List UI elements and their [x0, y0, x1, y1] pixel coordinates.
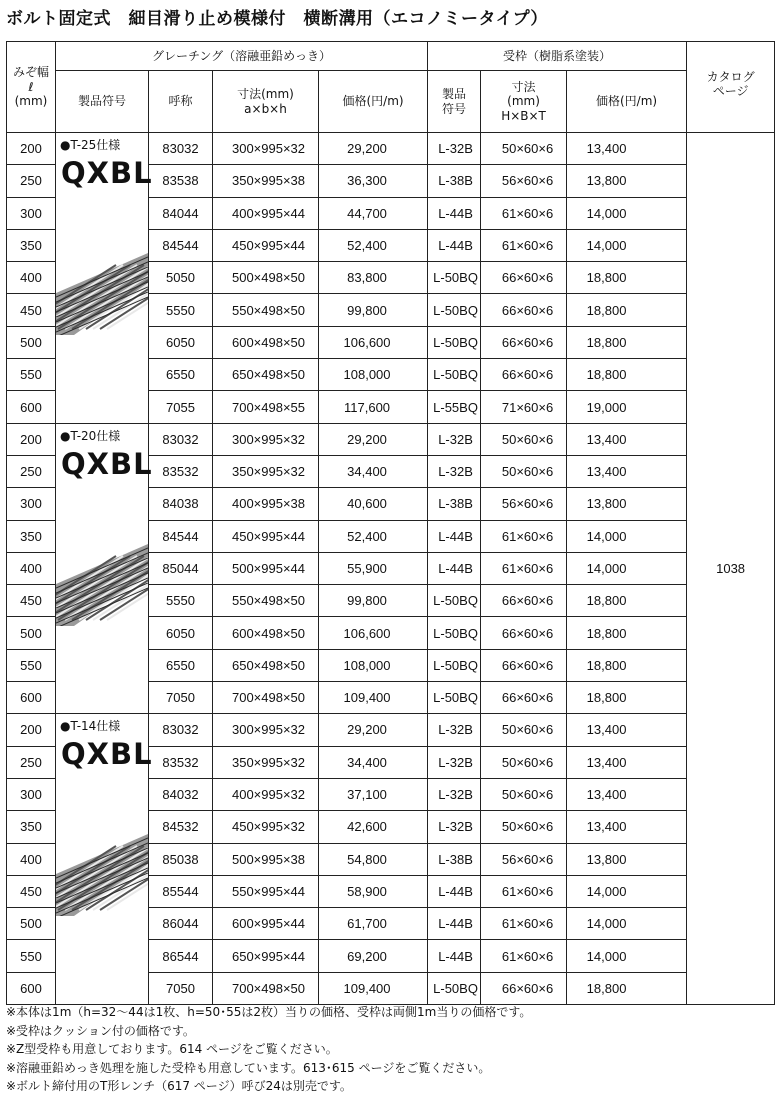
price-cell: 58,900 [319, 875, 428, 907]
dimension-cell: 400×995×38 [213, 488, 319, 520]
frame-code-cell: L-50BQ [428, 617, 481, 649]
frame-price-cell: 13,800 [567, 165, 687, 197]
price-table [6, 41, 775, 1005]
price-cell: 37,100 [319, 778, 428, 810]
width-cell: 550 [7, 359, 56, 391]
frame-price-cell: 13,400 [567, 714, 687, 746]
frame-dimension-cell: 50×60×6 [481, 133, 567, 165]
width-cell: 300 [7, 488, 56, 520]
frame-code-cell: L-38B [428, 165, 481, 197]
call-name-cell: 83538 [149, 165, 213, 197]
frame-code-cell: L-44B [428, 229, 481, 261]
frame-code-cell: L-32B [428, 746, 481, 778]
frame-code-cell: L-32B [428, 133, 481, 165]
width-cell: 450 [7, 875, 56, 907]
product-cell [56, 714, 153, 1005]
load-spec-label: ●T-20仕様 [60, 428, 121, 443]
dimension-cell: 300×995×32 [213, 714, 319, 746]
call-name-cell: 85044 [149, 552, 213, 584]
call-name-cell: 83532 [149, 746, 213, 778]
call-name-cell: 5550 [149, 294, 213, 326]
frame-price-cell: 14,000 [567, 552, 687, 584]
frame-group-header: 受枠（樹脂系塗装） [428, 42, 687, 71]
frame-code-cell: L-44B [428, 908, 481, 940]
price-cell: 29,200 [319, 714, 428, 746]
load-spec-label: ●T-25仕様 [60, 138, 121, 152]
price-cell: 69,200 [319, 940, 428, 972]
table-row [7, 714, 775, 746]
width-header: みぞ幅 ℓ (mm) [7, 42, 56, 133]
price-cell: 36,300 [319, 165, 428, 197]
frame-dimension-cell: 50×60×6 [481, 811, 567, 843]
dimension-cell: 500×995×44 [213, 552, 319, 584]
frame-price-cell: 13,400 [567, 811, 687, 843]
dimension-cell: 400×995×32 [213, 778, 319, 810]
frame-dimension-cell: 66×60×6 [481, 682, 567, 714]
frame-dimension-cell: 66×60×6 [481, 294, 567, 326]
frame-dimension-cell: 61×60×6 [481, 908, 567, 940]
frame-code-cell: L-32B [428, 423, 481, 455]
price-cell: 52,400 [319, 229, 428, 261]
dimension-cell: 700×498×55 [213, 391, 319, 423]
frame-code-cell: L-38B [428, 488, 481, 520]
call-name-cell: 6550 [149, 359, 213, 391]
product-code-header: 製品符号 [56, 71, 149, 133]
footnote: ※本体は1m（h=32〜44は1枚、h=50･55は2枚）当りの価格、受枠は両側1m当りの価格です。 [6, 1005, 532, 1019]
frame-dimension-cell: 61×60×6 [481, 229, 567, 261]
dimension-cell: 600×498×50 [213, 617, 319, 649]
frame-price-cell: 18,800 [567, 326, 687, 358]
grating-product-image [56, 544, 148, 626]
dimension-cell: 550×498×50 [213, 585, 319, 617]
price-cell: 55,900 [319, 552, 428, 584]
price-cell: 34,400 [319, 455, 428, 487]
dimension-cell: 450×995×44 [213, 229, 319, 261]
frame-code-cell: L-50BQ [428, 585, 481, 617]
dimension-cell: 550×995×44 [213, 875, 319, 907]
frame-price-cell: 14,000 [567, 520, 687, 552]
frame-price-cell: 14,000 [567, 875, 687, 907]
width-cell: 500 [7, 326, 56, 358]
dimension-cell: 350×995×32 [213, 746, 319, 778]
width-cell: 400 [7, 262, 56, 294]
price-cell: 106,600 [319, 326, 428, 358]
frame-dimension-cell: 50×60×6 [481, 746, 567, 778]
frame-price-cell: 13,800 [567, 843, 687, 875]
product-cell [56, 423, 153, 714]
width-cell: 450 [7, 585, 56, 617]
dimension-cell: 600×498×50 [213, 326, 319, 358]
dimension-cell: 550×498×50 [213, 294, 319, 326]
call-name-cell: 83032 [149, 714, 213, 746]
price-cell: 29,200 [319, 423, 428, 455]
dimension-cell: 500×498×50 [213, 262, 319, 294]
width-cell: 600 [7, 972, 56, 1004]
price-cell: 99,800 [319, 585, 428, 617]
frame-price-cell: 14,000 [567, 229, 687, 261]
width-cell: 450 [7, 294, 56, 326]
width-cell: 300 [7, 778, 56, 810]
call-name-cell: 7055 [149, 391, 213, 423]
frame-code-cell: L-32B [428, 714, 481, 746]
dimension-cell: 350×995×38 [213, 165, 319, 197]
frame-dimension-cell: 56×60×6 [481, 843, 567, 875]
price-cell: 44,700 [319, 197, 428, 229]
price-cell: 42,600 [319, 811, 428, 843]
price-cell: 109,400 [319, 972, 428, 1004]
dimension-cell: 400×995×44 [213, 197, 319, 229]
frame-price-cell: 18,800 [567, 649, 687, 681]
price-cell: 108,000 [319, 649, 428, 681]
frame-code-cell: L-44B [428, 520, 481, 552]
frame-dimension-cell: 61×60×6 [481, 520, 567, 552]
grating-product-image [56, 253, 148, 335]
frame-dimension-cell: 61×60×6 [481, 552, 567, 584]
frame-code-cell: L-44B [428, 552, 481, 584]
price-cell: 99,800 [319, 294, 428, 326]
frame-dimension-cell: 61×60×6 [481, 940, 567, 972]
frame-dimension-cell: 71×60×6 [481, 391, 567, 423]
width-cell: 550 [7, 649, 56, 681]
footnotes [6, 1003, 531, 1096]
frame-code-cell: L-32B [428, 455, 481, 487]
dimension-cell: 700×498×50 [213, 972, 319, 1004]
width-cell: 500 [7, 617, 56, 649]
call-name-cell: 86544 [149, 940, 213, 972]
frame-dimension-cell: 50×60×6 [481, 423, 567, 455]
call-name-cell: 5550 [149, 585, 213, 617]
catalog-page-cell: 1038 [687, 133, 775, 1005]
price-cell: 29,200 [319, 133, 428, 165]
frame-price-cell: 19,000 [567, 391, 687, 423]
call-name-cell: 84038 [149, 488, 213, 520]
load-spec-label: ●T-14仕様 [60, 719, 121, 734]
call-name-cell: 6550 [149, 649, 213, 681]
table-row [7, 423, 775, 455]
frame-price-cell: 18,800 [567, 585, 687, 617]
frame-price-cell: 18,800 [567, 617, 687, 649]
frame-code-cell: L-38B [428, 843, 481, 875]
frame-code-cell: L-32B [428, 778, 481, 810]
call-name-cell: 85544 [149, 875, 213, 907]
frame-code-cell: L-50BQ [428, 682, 481, 714]
frame-code-cell: L-50BQ [428, 972, 481, 1004]
frame-price-cell: 14,000 [567, 197, 687, 229]
frame-dimension-header: 寸法 (mm) H×B×T [481, 71, 567, 133]
frame-code-cell: L-50BQ [428, 262, 481, 294]
call-name-cell: 83032 [149, 133, 213, 165]
frame-dimension-cell: 56×60×6 [481, 165, 567, 197]
call-name-cell: 83532 [149, 455, 213, 487]
width-cell: 300 [7, 197, 56, 229]
footnote: ※溶融亜鉛めっき処理を施した受枠も用意しています。613･615 ページをご覧ください。 [6, 1060, 491, 1075]
product-model: QXBL [61, 446, 153, 481]
frame-dimension-cell: 50×60×6 [481, 714, 567, 746]
dimension-cell: 450×995×32 [213, 811, 319, 843]
price-cell: 117,600 [319, 391, 428, 423]
frame-dimension-cell: 66×60×6 [481, 359, 567, 391]
frame-price-cell: 18,800 [567, 359, 687, 391]
catalog-header: カタログ ページ [687, 42, 775, 133]
dimension-cell: 500×995×38 [213, 843, 319, 875]
price-cell: 34,400 [319, 746, 428, 778]
call-name-cell: 85038 [149, 843, 213, 875]
frame-code-cell: L-50BQ [428, 359, 481, 391]
frame-price-cell: 14,000 [567, 940, 687, 972]
call-name-cell: 84532 [149, 811, 213, 843]
frame-code-cell: L-44B [428, 940, 481, 972]
width-cell: 550 [7, 940, 56, 972]
call-name-cell: 5050 [149, 262, 213, 294]
table-body [7, 133, 775, 1005]
product-cell [56, 133, 153, 424]
frame-price-cell: 13,400 [567, 455, 687, 487]
frame-price-cell: 18,800 [567, 682, 687, 714]
frame-dimension-cell: 66×60×6 [481, 585, 567, 617]
call-name-cell: 7050 [149, 972, 213, 1004]
price-cell: 40,600 [319, 488, 428, 520]
width-cell: 250 [7, 746, 56, 778]
header-row-bottom [7, 71, 775, 133]
frame-dimension-cell: 61×60×6 [481, 875, 567, 907]
price-cell: 54,800 [319, 843, 428, 875]
frame-code-header: 製品 符号 [428, 71, 481, 133]
header-row-top [7, 42, 775, 71]
frame-code-cell: L-44B [428, 875, 481, 907]
dimension-cell: 650×498×50 [213, 649, 319, 681]
dimension-cell: 700×498×50 [213, 682, 319, 714]
frame-price-cell: 13,400 [567, 423, 687, 455]
width-cell: 350 [7, 229, 56, 261]
width-cell: 200 [7, 714, 56, 746]
call-name-cell: 6050 [149, 326, 213, 358]
frame-dimension-cell: 56×60×6 [481, 488, 567, 520]
grating-product-image [56, 834, 148, 916]
price-header: 価格(円/m) [319, 71, 428, 133]
price-cell: 108,000 [319, 359, 428, 391]
frame-dimension-cell: 50×60×6 [481, 455, 567, 487]
frame-dimension-cell: 66×60×6 [481, 649, 567, 681]
frame-price-cell: 13,400 [567, 778, 687, 810]
frame-price-cell: 18,800 [567, 972, 687, 1004]
frame-code-cell: L-50BQ [428, 326, 481, 358]
table-row [7, 133, 775, 165]
width-cell: 250 [7, 165, 56, 197]
dimension-cell: 300×995×32 [213, 423, 319, 455]
width-cell: 600 [7, 682, 56, 714]
product-model: QXBL [61, 737, 153, 772]
frame-code-cell: L-50BQ [428, 649, 481, 681]
call-name-cell: 83032 [149, 423, 213, 455]
call-name-header: 呼称 [149, 71, 213, 133]
frame-dimension-cell: 66×60×6 [481, 972, 567, 1004]
frame-dimension-cell: 66×60×6 [481, 617, 567, 649]
call-name-cell: 84032 [149, 778, 213, 810]
dimension-cell: 650×995×44 [213, 940, 319, 972]
price-cell: 83,800 [319, 262, 428, 294]
call-name-cell: 7050 [149, 682, 213, 714]
grating-group-header: グレーチング（溶融亜鉛めっき） [56, 42, 428, 71]
page-title: ボルト固定式 細目滑り止め模様付 横断溝用（エコノミータイプ） [6, 9, 548, 29]
frame-price-cell: 13,800 [567, 488, 687, 520]
dimension-header: 寸法(mm) a×b×h [213, 71, 319, 133]
width-cell: 250 [7, 455, 56, 487]
call-name-cell: 6050 [149, 617, 213, 649]
dimension-cell: 450×995×44 [213, 520, 319, 552]
footnote: ※ボルト締付用のT形レンチ（617 ページ）呼び24は別売です。 [6, 1079, 352, 1094]
width-cell: 400 [7, 843, 56, 875]
frame-price-header: 価格(円/m) [567, 71, 687, 133]
footnote: ※受枠はクッション付の価格です。 [6, 1023, 195, 1038]
call-name-cell: 84044 [149, 197, 213, 229]
dimension-cell: 600×995×44 [213, 908, 319, 940]
frame-dimension-cell: 61×60×6 [481, 197, 567, 229]
frame-dimension-cell: 50×60×6 [481, 778, 567, 810]
footnote: ※Z型受枠も用意しております。614 ページをご覧ください。 [6, 1042, 338, 1057]
frame-code-cell: L-50BQ [428, 294, 481, 326]
call-name-cell: 84544 [149, 520, 213, 552]
price-cell: 109,400 [319, 682, 428, 714]
frame-price-cell: 13,400 [567, 746, 687, 778]
width-cell: 350 [7, 520, 56, 552]
frame-code-cell: L-32B [428, 811, 481, 843]
frame-dimension-cell: 66×60×6 [481, 262, 567, 294]
dimension-cell: 650×498×50 [213, 359, 319, 391]
frame-code-cell: L-44B [428, 197, 481, 229]
frame-price-cell: 14,000 [567, 908, 687, 940]
frame-price-cell: 18,800 [567, 294, 687, 326]
product-model: QXBL [61, 156, 153, 190]
frame-dimension-cell: 66×60×6 [481, 326, 567, 358]
dimension-cell: 350×995×32 [213, 455, 319, 487]
width-cell: 400 [7, 552, 56, 584]
width-cell: 600 [7, 391, 56, 423]
frame-price-cell: 13,400 [567, 133, 687, 165]
price-cell: 52,400 [319, 520, 428, 552]
call-name-cell: 84544 [149, 229, 213, 261]
price-cell: 106,600 [319, 617, 428, 649]
frame-code-cell: L-55BQ [428, 391, 481, 423]
width-cell: 200 [7, 423, 56, 455]
dimension-cell: 300×995×32 [213, 133, 319, 165]
price-cell: 61,700 [319, 908, 428, 940]
width-cell: 350 [7, 811, 56, 843]
width-cell: 500 [7, 908, 56, 940]
frame-price-cell: 18,800 [567, 262, 687, 294]
width-cell: 200 [7, 133, 56, 165]
call-name-cell: 86044 [149, 908, 213, 940]
